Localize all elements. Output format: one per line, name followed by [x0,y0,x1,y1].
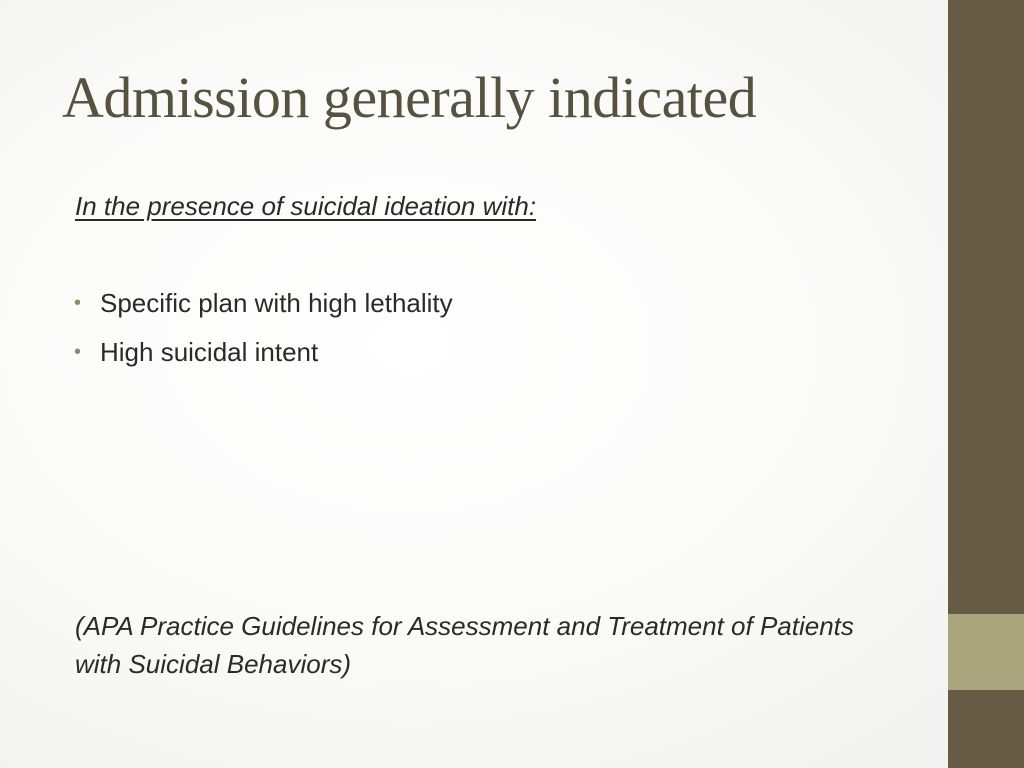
bullet-text: High suicidal intent [100,337,319,367]
bullet-text: Specific plan with high lethality [100,288,453,318]
bullet-dot-icon: • [74,341,82,363]
slide-title: Admission generally indicated [62,65,757,130]
bullet-item-intent [74,335,453,369]
bullet-item-plan [74,286,453,320]
bullet-dot-icon: • [74,292,82,314]
decorative-side-bar-accent [948,614,1024,690]
slide-citation: (APA Practice Guidelines for Assessment and Treatment of Patients with Suicidal Behaviors) [75,611,854,679]
slide-subheading: In the presence of suicidal ideation with: [75,191,537,221]
bullet-list [74,286,453,384]
